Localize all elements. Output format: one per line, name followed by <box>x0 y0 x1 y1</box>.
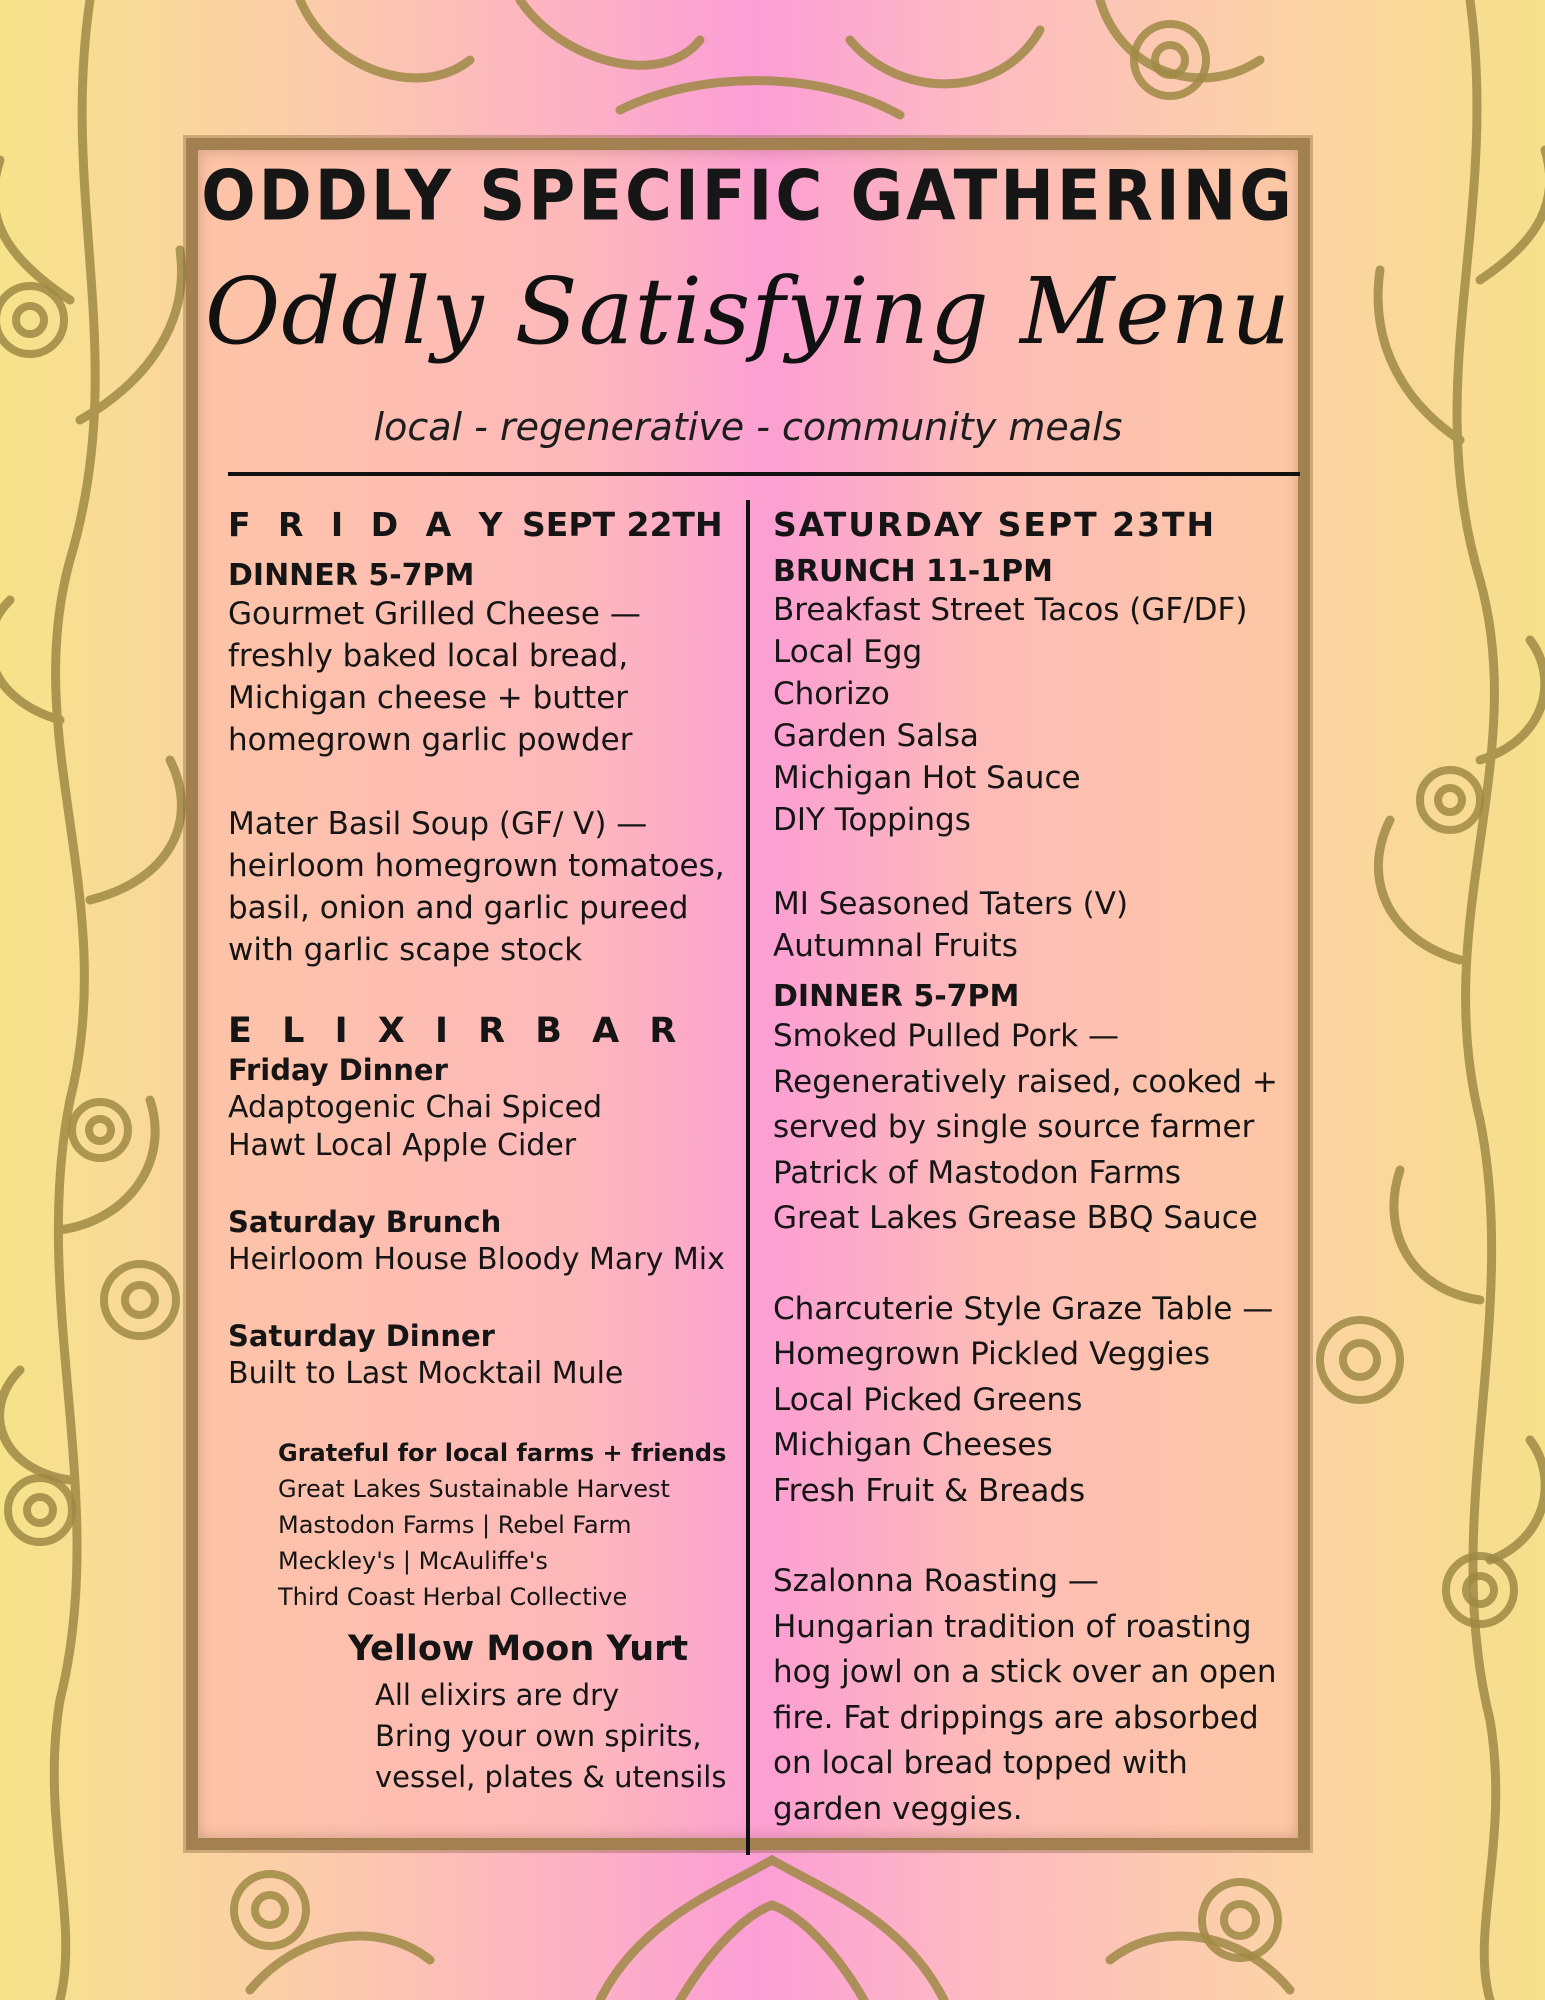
friday-heading-day: F R I D A Y <box>228 505 511 544</box>
menu-line: DIY Toppings <box>773 802 971 838</box>
menu-line: MI Seasoned Taters (V) <box>773 886 1129 922</box>
header-divider <box>228 472 1300 476</box>
venue-note: Bring your own spirits, <box>375 1719 702 1753</box>
thanks-block <box>278 1435 738 1615</box>
elixir-sat-dinner-label: Saturday Dinner <box>228 1319 495 1353</box>
elixir-item: Heirloom House Bloody Mary Mix <box>228 1242 725 1277</box>
friday-heading-date: SEPT 22TH <box>522 505 723 544</box>
thanks-line: Meckley's | McAuliffe's <box>278 1547 548 1575</box>
venue-notes <box>375 1675 738 1798</box>
menu-line: Mater Basil Soup (GF/ V) — <box>228 806 648 842</box>
menu-line: Smoked Pulled Pork — <box>773 1018 1120 1054</box>
venue-name: Yellow Moon Yurt <box>348 1629 689 1669</box>
venue-note: All elixirs are dry <box>375 1678 620 1712</box>
menu-line: basil, onion and garlic pureed <box>228 890 689 926</box>
menu-line: Fresh Fruit & Breads <box>773 1472 1086 1509</box>
saturday-dinner-heading: DINNER 5-7PM <box>773 979 1020 1014</box>
menu-line: Regeneratively raised, cooked + <box>773 1063 1278 1100</box>
thanks-line: Third Coast Herbal Collective <box>278 1583 628 1611</box>
menu-line: homegrown garlic powder <box>228 722 633 758</box>
menu-line: Great Lakes Grease BBQ Sauce <box>773 1200 1258 1236</box>
menu-line: Chorizo <box>773 676 890 712</box>
menu-line: Michigan cheese + butter <box>228 680 629 716</box>
tagline: local - regenerative - community meals <box>373 405 1123 449</box>
saturday-heading: SATURDAY SEPT 23TH <box>773 505 1217 544</box>
friday-dinner-heading: DINNER 5-7PM <box>228 558 475 593</box>
menu-line: Patrick of Mastodon Farms <box>773 1154 1182 1191</box>
menu-line: hog jowl on a stick over an open <box>773 1654 1277 1690</box>
menu-panel <box>186 138 1310 1850</box>
menu-line: Garden Salsa <box>773 718 979 754</box>
menu-line: Gourmet Grilled Cheese — <box>228 596 641 632</box>
menu-line: fire. Fat drippings are absorbed <box>773 1699 1259 1736</box>
elixir-item: Adaptogenic Chai Spiced <box>228 1090 603 1125</box>
menu-line: freshly baked local bread, <box>228 638 629 674</box>
menu-line: Michigan Cheeses <box>773 1427 1053 1463</box>
menu-line: Hungarian tradition of roasting <box>773 1608 1252 1645</box>
venue-note: vessel, plates & utensils <box>375 1760 727 1794</box>
friday-heading <box>228 505 738 544</box>
menu-line: heirloom homegrown tomatoes, <box>228 848 725 884</box>
elixir-item: Built to Last Mocktail Mule <box>228 1356 624 1391</box>
event-title: ODDLY SPECIFIC GATHERING <box>201 157 1295 237</box>
menu-line: Michigan Hot Sauce <box>773 760 1081 796</box>
menu-line: Charcuterie Style Graze Table — <box>773 1290 1274 1327</box>
friday-column <box>228 505 738 1798</box>
menu-line: Homegrown Pickled Veggies <box>773 1336 1211 1372</box>
elixir-friday-label: Friday Dinner <box>228 1053 448 1087</box>
menu-line: Breakfast Street Tacos (GF/DF) <box>773 592 1248 628</box>
saturday-column <box>773 505 1303 1832</box>
thanks-line: Great Lakes Sustainable Harvest <box>278 1475 670 1503</box>
menu-line: with garlic scape stock <box>228 932 583 968</box>
elixir-bar-heading: E L I X I R B A R <box>228 1011 686 1051</box>
thanks-line: Mastodon Farms | Rebel Farm <box>278 1511 632 1539</box>
menu-line: Local Picked Greens <box>773 1381 1083 1418</box>
menu-line: garden veggies. <box>773 1790 1023 1827</box>
menu-line: on local bread topped with <box>773 1745 1188 1781</box>
saturday-brunch-heading: BRUNCH 11-1PM <box>773 554 1053 589</box>
menu-line: Szalonna Roasting — <box>773 1563 1099 1599</box>
menu-script-title: Oddly Satisfying Menu <box>204 258 1292 365</box>
menu-line: served by single source farmer <box>773 1109 1255 1145</box>
thanks-heading: Grateful for local farms + friends <box>278 1439 727 1467</box>
menu-line: Local Egg <box>773 634 923 670</box>
elixir-sat-brunch-label: Saturday Brunch <box>228 1205 502 1239</box>
menu-line: Autumnal Fruits <box>773 928 1018 964</box>
elixir-item: Hawt Local Apple Cider <box>228 1128 577 1163</box>
column-divider <box>746 500 750 1855</box>
